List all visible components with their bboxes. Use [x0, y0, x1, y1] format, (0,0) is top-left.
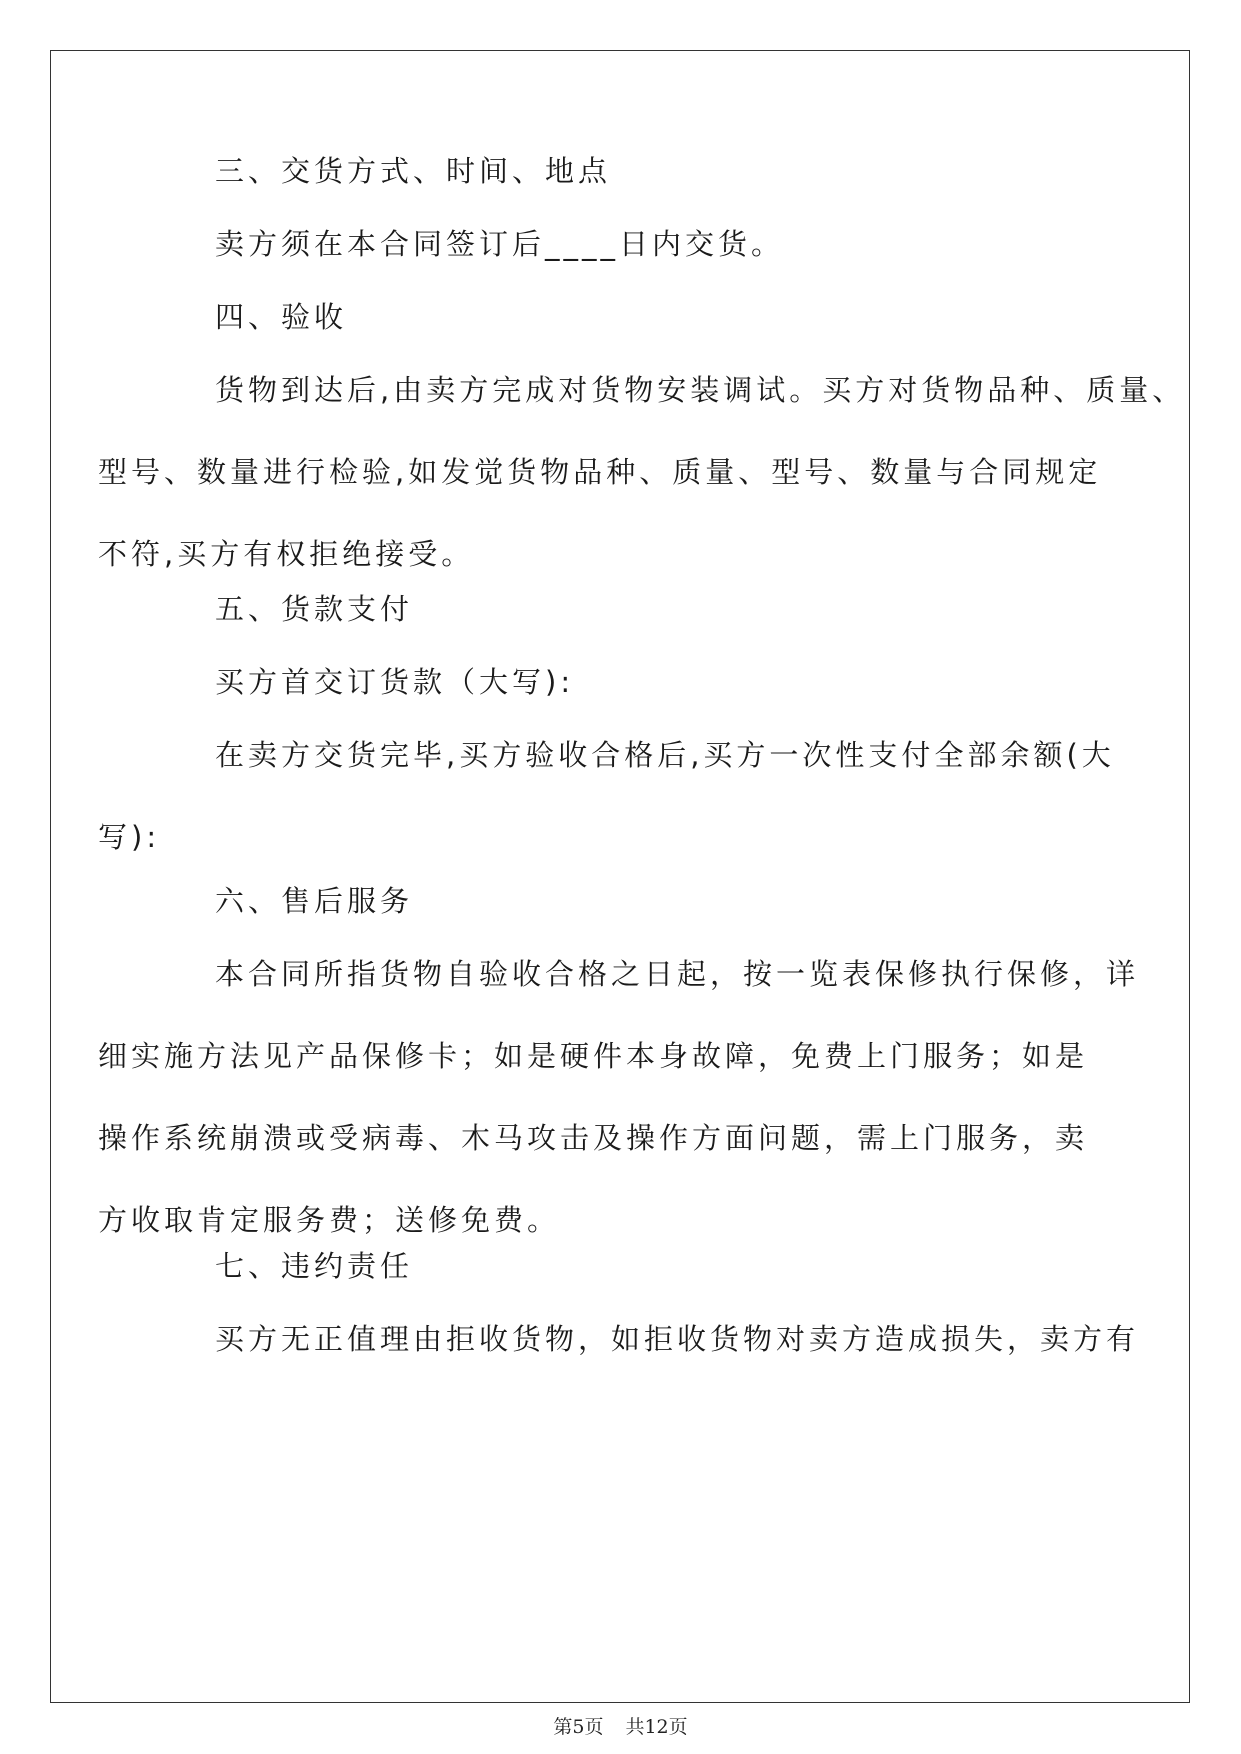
- text-line: 型号、数量进行检验,如发觉货物品种、质量、型号、数量与合同规定: [98, 455, 1102, 489]
- text-line: 货物到达后,由卖方完成对货物安装调试。买方对货物品种、质量、: [215, 373, 1186, 407]
- text-line: 五、货款支付: [215, 592, 414, 626]
- text-line: 买方无正值理由拒收货物，如拒收货物对卖方造成损失，卖方有: [215, 1322, 1140, 1356]
- text-line: 操作系统崩溃或受病毒、木马攻击及操作方面问题，需上门服务，卖: [98, 1121, 1089, 1155]
- paragraph-breach: [153, 1298, 1140, 1380]
- text-line: 七、违约责任: [215, 1249, 414, 1283]
- paragraph-after-sales: [98, 933, 1140, 1261]
- paragraph-balance: [98, 714, 1115, 878]
- page-footer: [0, 1712, 1241, 1739]
- section-heading-6: [153, 860, 1088, 942]
- text-line: 方收取肯定服务费；送修免费。: [98, 1203, 561, 1237]
- paragraph-inspection: [98, 349, 1186, 595]
- text-line: 不符,买方有权拒绝接受。: [98, 537, 475, 571]
- page-number: 第5页: [553, 1716, 604, 1738]
- section-heading-5: [153, 568, 1088, 650]
- text-line: 本合同所指货物自验收合格之日起，按一览表保修执行保修，详: [215, 957, 1140, 991]
- paragraph-deposit: [153, 641, 1088, 723]
- text-line: 六、售后服务: [215, 884, 414, 918]
- text-line: 买方首交订货款（大写):: [215, 665, 575, 699]
- text-line: 卖方须在本合同签订后____日内交货。: [215, 227, 785, 261]
- section-heading-3: [153, 130, 1088, 212]
- section-heading-7: [153, 1225, 1088, 1307]
- text-line: 细实施方法见产品保修卡；如是硬件本身故障，免费上门服务；如是: [98, 1039, 1089, 1073]
- text-line: 写):: [98, 820, 161, 854]
- paragraph-delivery: [153, 203, 1088, 285]
- text-line: 在卖方交货完毕,买方验收合格后,买方一次性支付全部余额(大: [215, 738, 1115, 772]
- text-line: 四、验收: [215, 300, 348, 334]
- text-line: 三、交货方式、时间、地点: [215, 154, 612, 188]
- page-total: 共12页: [625, 1716, 688, 1738]
- section-heading-4: [153, 276, 1088, 358]
